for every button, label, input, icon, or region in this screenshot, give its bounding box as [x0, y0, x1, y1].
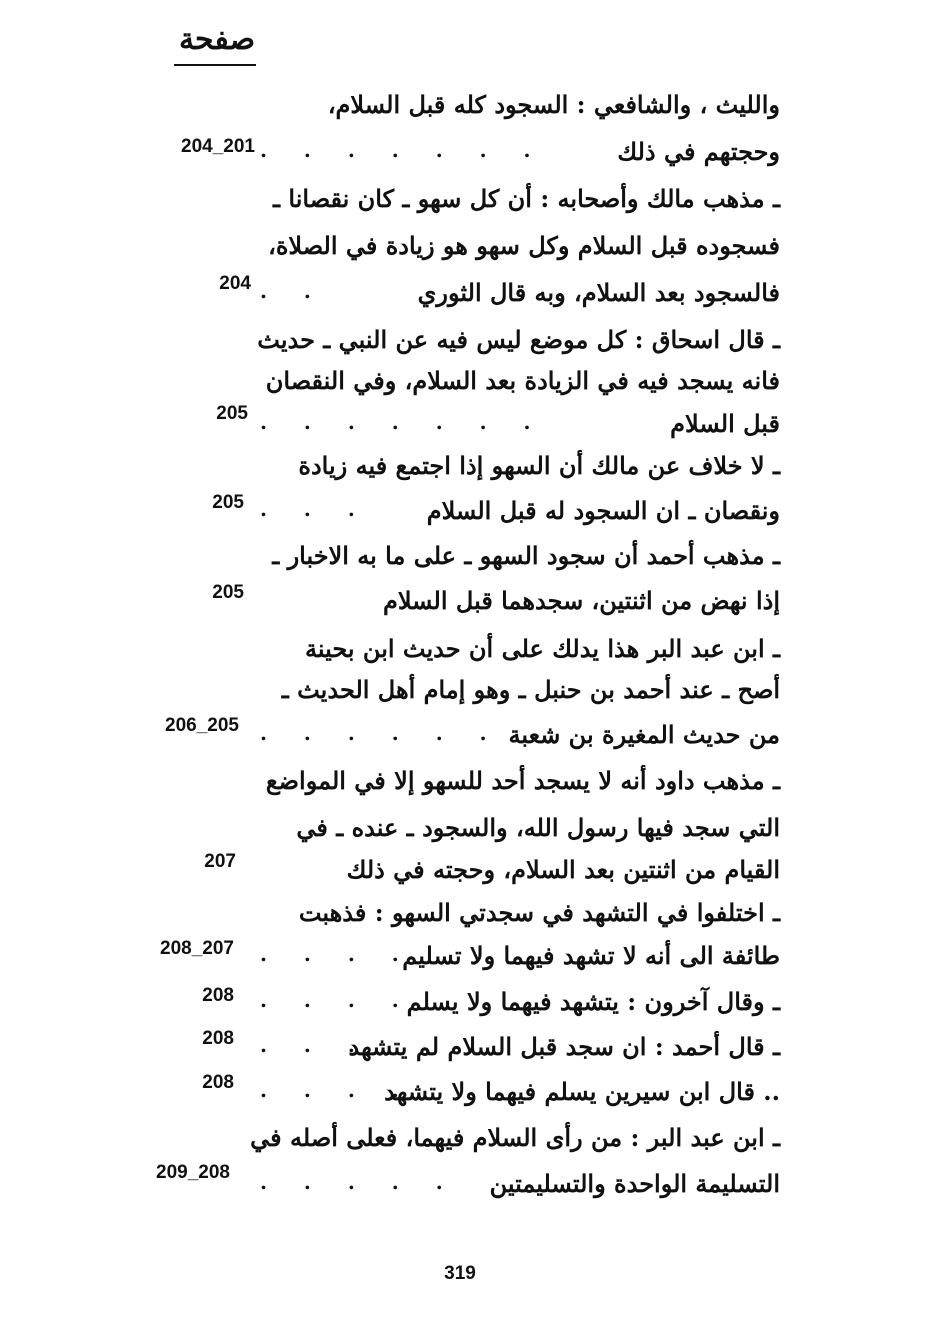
entry-text: قبل السلام [670, 409, 780, 438]
entry-text: وحجتهم في ذلك [617, 137, 780, 166]
entry-text: من حديث المغيرة بن شعبة [508, 720, 780, 749]
leader-dots: . . . . . . . [260, 138, 531, 162]
toc-line [240, 1070, 790, 1114]
entry-text: ـ وقال آخرون : يتشهد فيهما ولا يسلم [406, 987, 780, 1016]
toc-line [240, 489, 790, 533]
toc-line [240, 534, 790, 578]
leader-dots: . . . [260, 1033, 355, 1057]
toc-line [240, 318, 790, 362]
page-reference: 207 [204, 851, 236, 872]
entry-text: ـ لا خلاف عن مالك أن السهو إذا اجتمع فيه زيادة [298, 451, 780, 480]
page-reference: 204 [219, 273, 251, 294]
page-reference: 208 [202, 1028, 234, 1049]
entry-text: فانه يسجد فيه في الزيادة بعد السلام، وفي النقصان [265, 366, 780, 395]
leader-dots: . . . . [260, 988, 399, 1012]
toc-line [240, 1162, 790, 1206]
toc-line [240, 444, 790, 488]
entry-text: طائفة الى أنه لا تشهد فيهما ولا تسليم [402, 941, 780, 970]
toc-line [240, 713, 790, 757]
entry-text: أصح ـ عند أحمد بن حنبل ـ وهو إمام أهل الحديث ـ [281, 675, 780, 704]
leader-dots: . . [260, 279, 311, 303]
leader-dots: . . . . [260, 1078, 399, 1102]
entry-text: ـ قال اسحاق : كل موضع ليس فيه عن النبي ـ حديث [257, 325, 780, 354]
toc-line [240, 402, 790, 446]
page-reference: 209_208 [156, 1162, 230, 1183]
header-underline [174, 64, 256, 66]
toc-line [240, 668, 790, 712]
page-reference: 208 [202, 1072, 234, 1093]
toc-line [240, 934, 790, 978]
entry-text: فسجوده قبل السلام وكل سهو هو زيادة في الصلاة، [268, 231, 780, 260]
page-reference: 204_201 [181, 136, 255, 157]
toc-line [240, 1025, 790, 1069]
page-reference: 205 [212, 582, 244, 603]
toc-line [240, 1116, 790, 1160]
page-reference: 208 [202, 985, 234, 1006]
toc-line [240, 579, 790, 623]
page-number: 319 [444, 1263, 476, 1284]
leader-dots: . . . . . [260, 1170, 443, 1194]
entry-text: التي سجد فيها رسول الله، والسجود ـ عنده ـ في [296, 813, 780, 842]
toc-line [240, 848, 790, 892]
toc-line [240, 759, 790, 803]
leader-dots: . . . . . . [260, 721, 487, 745]
page-reference: 205 [212, 492, 244, 513]
entry-text: .. قال ابن سيرين يسلم فيهما ولا يتشهد [384, 1077, 780, 1106]
leader-dots: . . . [260, 497, 355, 521]
entry-text: ـ مذهب أحمد أن سجود السهو ـ على ما به الاخبار ـ [272, 541, 780, 570]
leader-dots: . . . . . . . [260, 410, 531, 434]
toc-line [240, 224, 790, 268]
entry-text: ـ قال أحمد : ان سجد قبل السلام لم يتشهد [348, 1032, 780, 1061]
entry-text: ـ ابن عبد البر هذا يدلك على أن حديث ابن بحينة [305, 634, 780, 663]
toc-line [240, 83, 790, 127]
page-reference: 206_205 [165, 715, 239, 736]
entry-text: القيام من اثنتين بعد السلام، وحجته في ذلك [346, 855, 780, 884]
toc-line [240, 806, 790, 850]
toc-line [240, 627, 790, 671]
toc-line [240, 980, 790, 1024]
toc-line [240, 271, 790, 315]
entry-text: والليث ، والشافعي : السجود كله قبل السلام، [327, 90, 780, 119]
entry-text: التسليمة الواحدة والتسليمتين [489, 1169, 780, 1198]
page-header-label: صفحة [178, 22, 256, 57]
toc-line [240, 177, 790, 221]
entry-text: ـ مذهب داود أنه لا يسجد أحد للسهو إلا في المواضع [265, 766, 780, 795]
leader-dots: . . . . [260, 942, 399, 966]
toc-line [240, 130, 790, 174]
toc-line [240, 891, 790, 935]
page-reference: 205 [216, 403, 248, 424]
toc-line [240, 359, 790, 403]
entry-text: ـ مذهب مالك وأصحابه : أن كل سهو ـ كان نقصانا ـ [273, 184, 780, 213]
entry-text: ـ ابن عبد البر : من رأى السلام فيهما، فعلى أصله في [250, 1123, 780, 1152]
page-reference: 208_207 [160, 938, 234, 959]
entry-text: إذا نهض من اثنتين، سجدهما قبل السلام [382, 586, 780, 615]
entry-text: ونقصان ـ ان السجود له قبل السلام [426, 496, 780, 525]
entry-text: فالسجود بعد السلام، وبه قال الثوري [417, 278, 780, 307]
entry-text: ـ اختلفوا في التشهد في سجدتي السهو : فذهبت [298, 898, 780, 927]
